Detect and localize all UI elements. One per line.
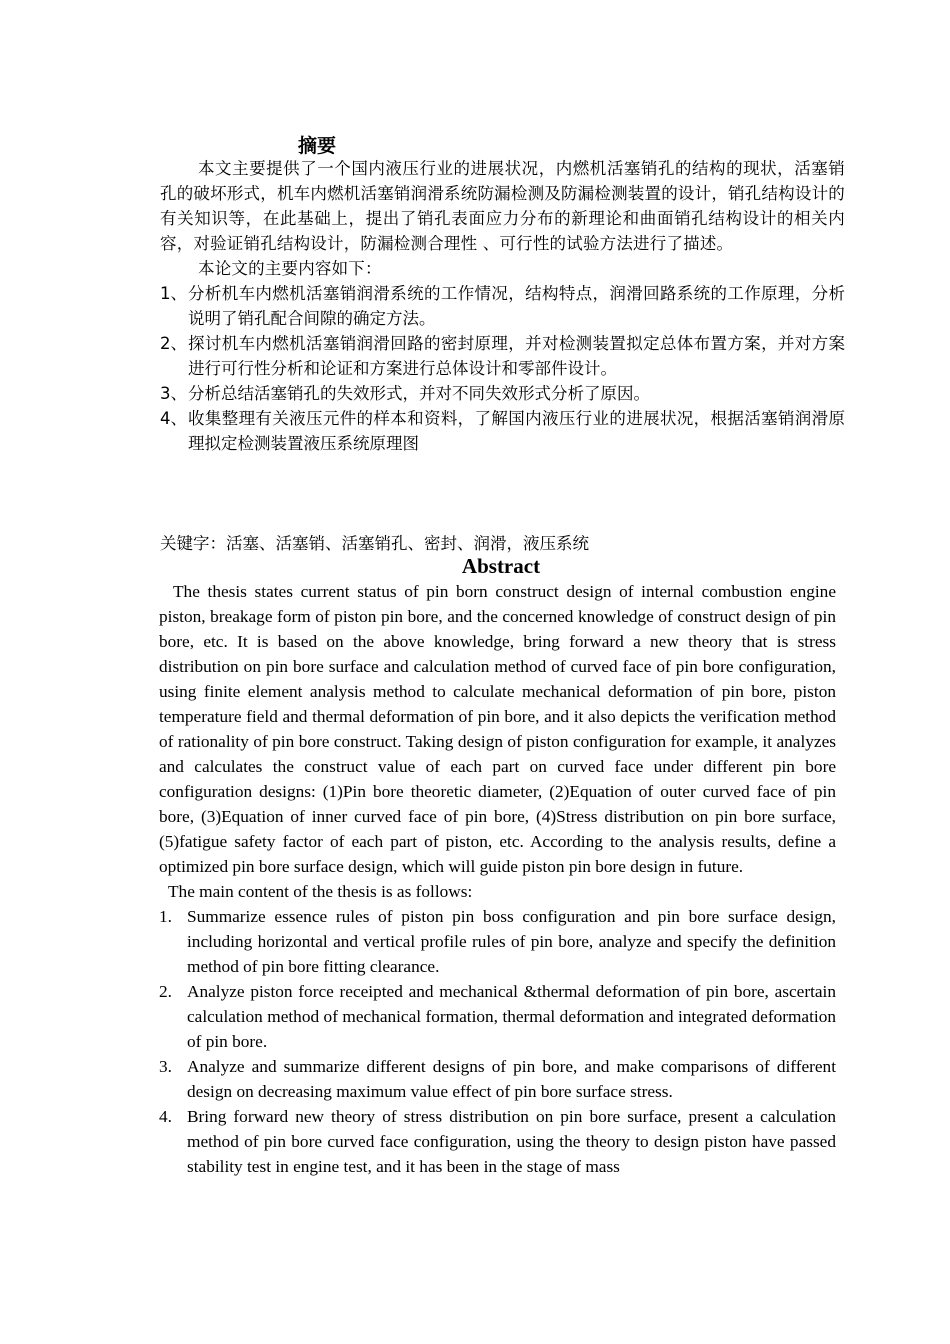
english-abstract-paragraph: The thesis states current status of pin born construct design of internal combustion engine piston, breakage form of piston pin bore, and the concerned knowledge of construct design of pin bore, etc. It is based on the above knowledge, bring forward a new theory that is stress distribution on pin bore surface and calculation method of curved face of pin bore configuration, using finite element analysis method to calculate mechanical deformation of pin bore, piston temperature field and thermal deformation of pin bore, and it also depicts the verification method of rationality of pin bore construct. Taking design of piston configuration for example, it analyzes and calculates the construct value of each part on curved face under different pin bore configuration designs: (1)Pin bore theoretic diameter, (2)Equation of outer curved face of pin bore, (3)Equation of inner curved face of pin bore, (4)Stress distribution on pin bore surface, (5)fatigue safety factor of each part of piston, etc. According to the analysis results, define a optimized pin bore surface design, which will guide piston pin bore design in future. xyxy=(159,582,836,876)
chinese-abstract-title: 摘要 xyxy=(298,135,337,157)
list-item xyxy=(159,979,836,1054)
list-item xyxy=(160,331,845,381)
list-item-number: 2. xyxy=(159,982,172,1001)
english-abstract-title: Abstract xyxy=(461,554,541,578)
chinese-contents-intro: 本论文的主要内容如下： xyxy=(198,259,382,278)
list-item xyxy=(160,281,845,331)
chinese-contents-list xyxy=(160,281,845,456)
list-item-text: 收集整理有关液压元件的样本和资料，了解国内液压行业的进展状况，根据活塞销润滑原理拟定检测装置液压系统原理图 xyxy=(188,409,845,453)
list-item-number: 1. xyxy=(159,907,172,926)
list-item xyxy=(160,381,845,406)
list-item xyxy=(160,406,845,456)
english-contents-list xyxy=(159,904,836,1179)
list-item-number: 4、 xyxy=(160,409,187,428)
list-item-number: 4. xyxy=(159,1107,172,1126)
list-item xyxy=(159,904,836,979)
list-item-text: 分析机车内燃机活塞销润滑系统的工作情况，结构特点，润滑回路系统的工作原理，分析说明了销孔配合间隙的确定方法。 xyxy=(188,284,845,328)
list-item-text: 分析总结活塞销孔的失效形式，并对不同失效形式分析了原因。 xyxy=(188,384,650,403)
list-item-number: 3、 xyxy=(160,384,187,403)
list-item-number: 2、 xyxy=(160,334,187,353)
english-contents-intro: The main content of the thesis is as follows: xyxy=(168,882,473,901)
list-item-number: 3. xyxy=(159,1057,172,1076)
list-item xyxy=(159,1104,836,1179)
chinese-keywords: 关键字：活塞、活塞销、活塞销孔、密封、润滑，液压系统 xyxy=(160,534,589,553)
list-item-text: 探讨机车内燃机活塞销润滑回路的密封原理，并对检测装置拟定总体布置方案，并对方案进行可行性分析和论证和方案进行总体设计和零部件设计。 xyxy=(188,334,845,378)
list-item-number: 1、 xyxy=(160,284,187,303)
list-item-text: Bring forward new theory of stress distribution on pin bore surface, present a calculation method of pin bore curved face configuration, using the theory to design piston have passed stability test in engine test, and it has been in the stage of mass xyxy=(187,1107,836,1176)
list-item-text: Analyze piston force receipted and mechanical &thermal deformation of pin bore, ascertain calculation method of mechanical formation, thermal deformation and integrated deformation of pin bore. xyxy=(187,982,836,1051)
list-item xyxy=(159,1054,836,1104)
english-abstract-body xyxy=(159,579,836,1179)
chinese-abstract-paragraph: 本文主要提供了一个国内液压行业的进展状况，内燃机活塞销孔的结构的现状，活塞销孔的破坏形式，机车内燃机活塞销润滑系统防漏检测及防漏检测装置的设计，销孔结构设计的有关知识等，在此基础上，提出了销孔表面应力分布的新理论和曲面销孔结构设计的相关内容，对验证销孔结构设计，防漏检测合理性 、可行性的试验方法进行了描述。 xyxy=(160,159,845,253)
chinese-abstract-body xyxy=(160,156,845,456)
list-item-text: Analyze and summarize different designs of pin bore, and make comparisons of different design on decreasing maximum value effect of pin bore surface stress. xyxy=(187,1057,836,1101)
list-item-text: Summarize essence rules of piston pin boss configuration and pin bore surface design, including horizontal and vertical profile rules of pin bore, analyze and specify the definition method of pin bore fitting clearance. xyxy=(187,907,836,976)
